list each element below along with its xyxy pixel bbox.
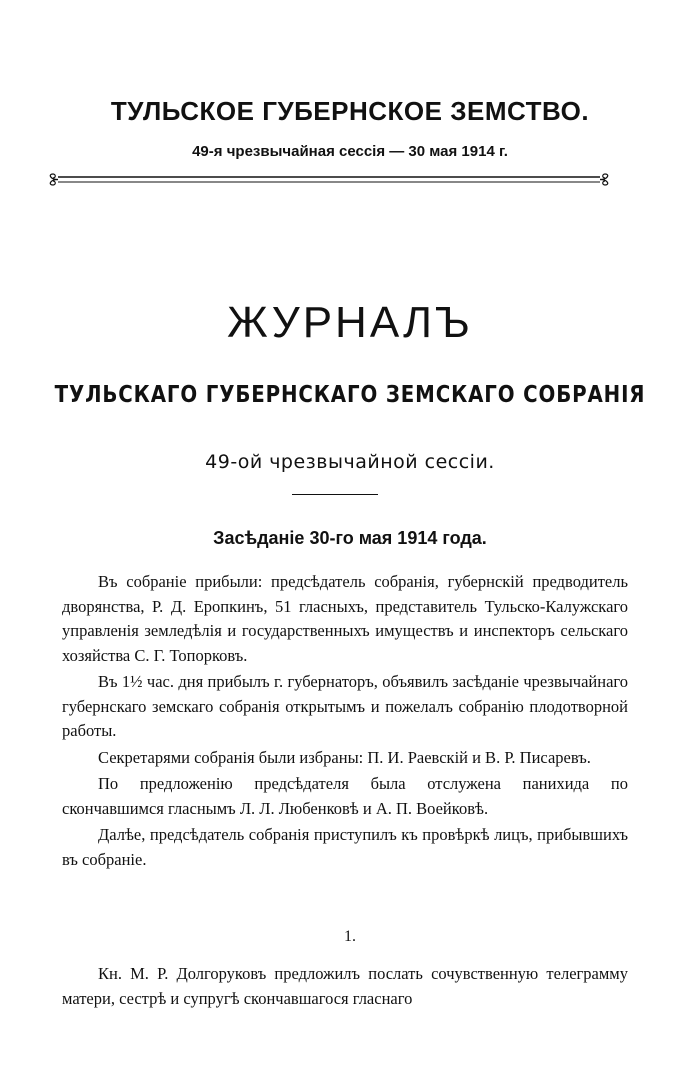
decorative-rule bbox=[44, 172, 614, 188]
paragraph-telegram: Кн. М. Р. Долгоруковъ предложилъ послать сочувственную телеграмму матери, сестрѣ и супругѣ скончавшагося гласнаго bbox=[62, 964, 628, 1008]
zemstvo-header-title: ТУЛЬСКОЕ ГУБЕРНСКОЕ ЗЕМСТВО. bbox=[110, 96, 590, 126]
paragraph-verification: Далѣе, предсѣдатель собранія приступилъ къ провѣркѣ лицъ, прибывшихъ въ собраніе. bbox=[62, 825, 628, 869]
paragraph-attendance: Въ собраніе прибыли: предсѣдатель собранія, губернскій предводитель дворянства, Р. Д. Еропкинъ, 51 гласныхъ, представитель Тульско-Калужскаго управленія земледѣлія и государственныхъ имуществъ и инспекторъ сельскаго хозяйства С. Г. Топорковъ. bbox=[62, 572, 628, 665]
session-date-subtitle: 49-я чрезвычайная сессія — 30 мая 1914 г. bbox=[192, 143, 508, 160]
session-line: 49-ой чрезвычайной сессіи. bbox=[205, 451, 495, 473]
paragraph-memorial: По предложенію предсѣдателя была отслужена панихида по скончавшимся гласнымъ Л. Л. Любенковѣ и А. П. Воейковѣ. bbox=[62, 774, 628, 818]
meeting-title: Засѣданіе 30-го мая 1914 года. bbox=[213, 528, 487, 548]
body-text bbox=[62, 570, 628, 872]
paragraph-opening: Въ 1½ час. дня прибылъ г. губернаторъ, объявилъ засѣданіе чрезвычайнаго губернскаго земскаго собранія открытымъ и пожелалъ собранію плодотворной работы. bbox=[62, 672, 628, 740]
short-divider bbox=[292, 494, 378, 495]
journal-subtitle: ТУЛЬСКАГО ГУБЕРНСКАГО ЗЕМСКАГО СОБРАНІЯ bbox=[54, 382, 646, 408]
journal-title: ЖУРНАЛЪ bbox=[227, 298, 473, 347]
paragraph-secretaries: Секретарями собранія были избраны: П. И. Раевскій и В. Р. Писаревъ. bbox=[98, 747, 591, 767]
section-number: 1. bbox=[344, 928, 356, 945]
section-body bbox=[62, 962, 628, 1011]
